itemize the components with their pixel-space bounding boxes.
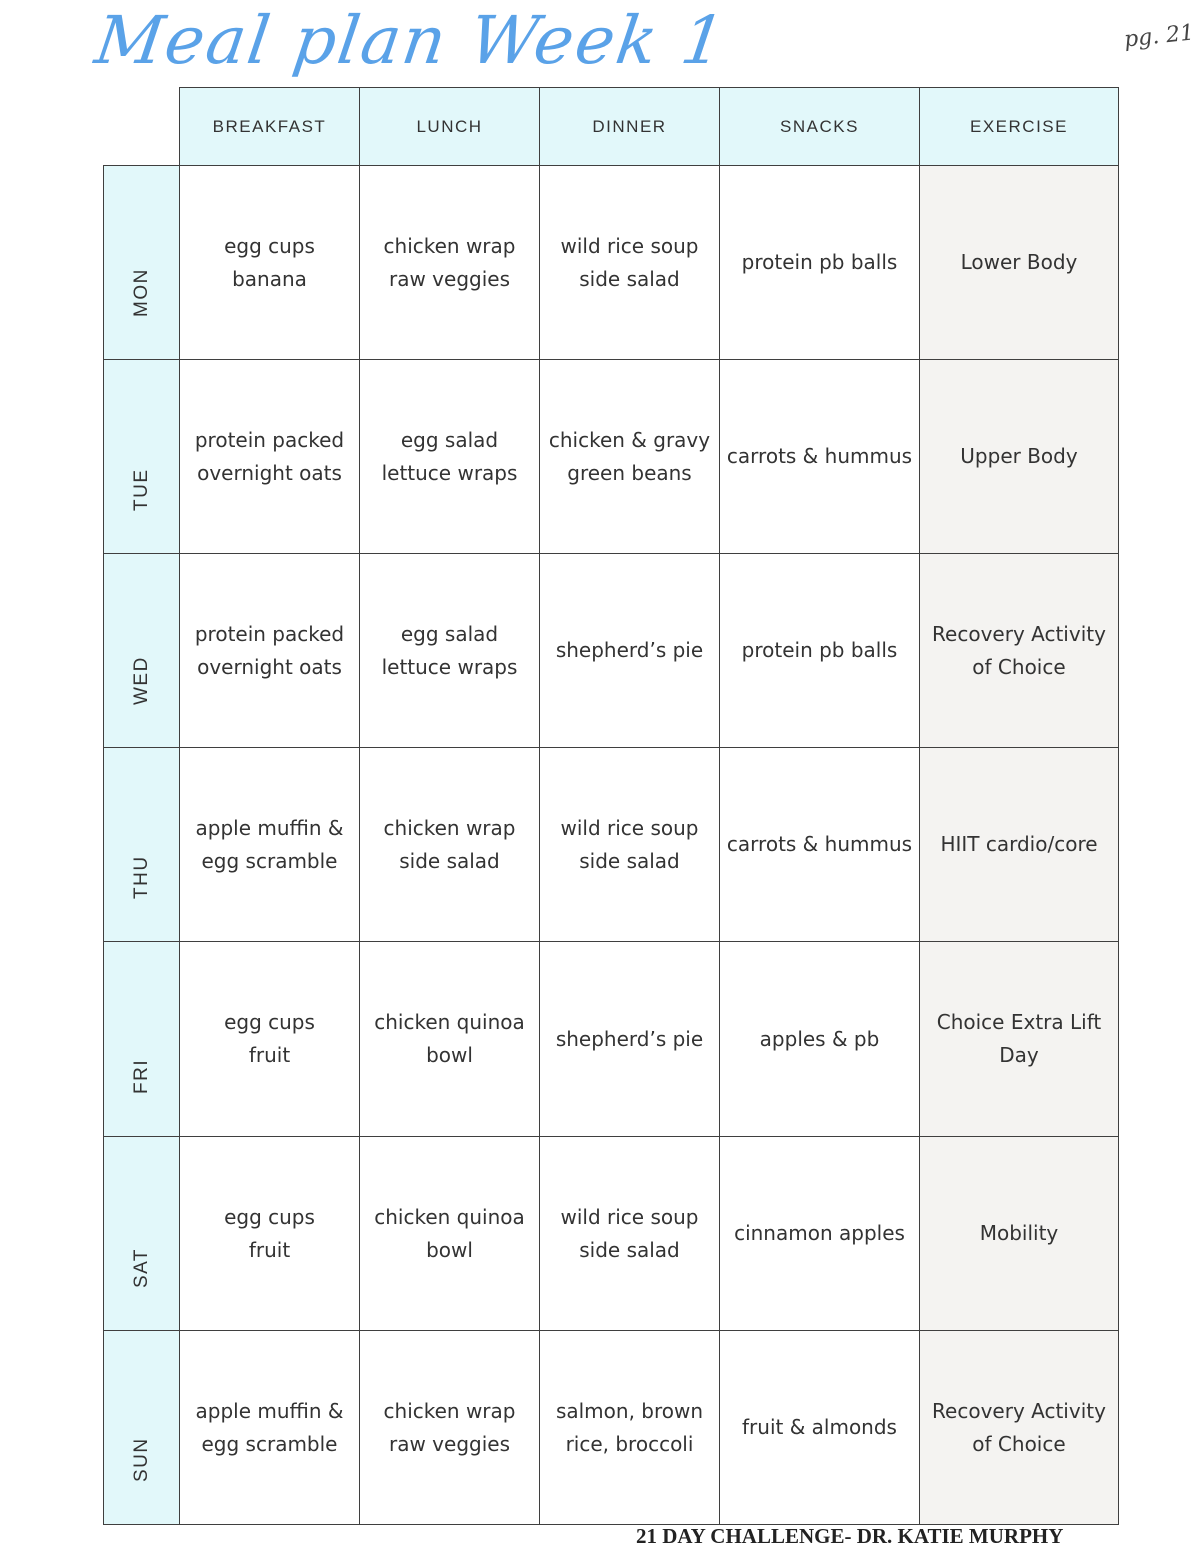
- cell-wed-dinner: shepherd’s pie: [539, 553, 720, 748]
- day-label-mon: [103, 165, 180, 360]
- cell-fri-dinner: shepherd’s pie: [539, 941, 720, 1137]
- cell-sun-lunch: chicken wrap raw veggies: [359, 1330, 540, 1525]
- day-label-sat: [103, 1136, 180, 1331]
- column-header-lunch: LUNCH: [359, 87, 540, 166]
- footer-credit: 21 DAY CHALLENGE- DR. KATIE MURPHY: [636, 1524, 1064, 1548]
- cell-mon-exercise: Lower Body: [919, 165, 1119, 360]
- cell-fri-exercise: Choice Extra Lift Day: [919, 941, 1119, 1137]
- cell-wed-snacks: protein pb balls: [719, 553, 920, 748]
- day-label-text: MON: [130, 268, 152, 317]
- day-label-text: THU: [130, 855, 152, 899]
- day-label-text: SAT: [130, 1247, 152, 1288]
- cell-fri-snacks: apples & pb: [719, 941, 920, 1137]
- day-label-tue: [103, 359, 180, 554]
- cell-wed-lunch: egg salad lettuce wraps: [359, 553, 540, 748]
- page-title: Meal plan Week 1: [90, 2, 732, 79]
- day-label-wed: [103, 553, 180, 748]
- column-header-snacks: SNACKS: [719, 87, 920, 166]
- day-label-text: WED: [130, 656, 152, 705]
- cell-tue-snacks: carrots & hummus: [719, 359, 920, 554]
- column-header-breakfast: BREAKFAST: [179, 87, 360, 166]
- cell-sun-breakfast: apple muffin & egg scramble: [179, 1330, 360, 1525]
- day-label-fri: [103, 941, 180, 1137]
- day-label-text: TUE: [130, 468, 152, 511]
- cell-mon-lunch: chicken wrap raw veggies: [359, 165, 540, 360]
- day-label-text: SUN: [130, 1437, 152, 1482]
- cell-mon-snacks: protein pb balls: [719, 165, 920, 360]
- page-number: pg. 21: [1122, 20, 1196, 53]
- cell-tue-breakfast: protein packed overnight oats: [179, 359, 360, 554]
- cell-thu-lunch: chicken wrap side salad: [359, 747, 540, 942]
- column-header-exercise: EXERCISE: [919, 87, 1119, 166]
- cell-sun-snacks: fruit & almonds: [719, 1330, 920, 1525]
- cell-sun-dinner: salmon, brown rice, broccoli: [539, 1330, 720, 1525]
- column-header-dinner: DINNER: [539, 87, 720, 166]
- cell-sat-exercise: Mobility: [919, 1136, 1119, 1331]
- cell-wed-exercise: Recovery Activity of Choice: [919, 553, 1119, 748]
- cell-sat-breakfast: egg cups fruit: [179, 1136, 360, 1331]
- day-label-text: FRI: [130, 1058, 152, 1094]
- cell-thu-breakfast: apple muffin & egg scramble: [179, 747, 360, 942]
- cell-tue-lunch: egg salad lettuce wraps: [359, 359, 540, 554]
- cell-wed-breakfast: protein packed overnight oats: [179, 553, 360, 748]
- cell-fri-lunch: chicken quinoa bowl: [359, 941, 540, 1137]
- cell-mon-breakfast: egg cups banana: [179, 165, 360, 360]
- cell-thu-dinner: wild rice soup side salad: [539, 747, 720, 942]
- cell-tue-dinner: chicken & gravy green beans: [539, 359, 720, 554]
- cell-tue-exercise: Upper Body: [919, 359, 1119, 554]
- cell-sat-snacks: cinnamon apples: [719, 1136, 920, 1331]
- cell-thu-snacks: carrots & hummus: [719, 747, 920, 942]
- day-label-thu: [103, 747, 180, 942]
- cell-fri-breakfast: egg cups fruit: [179, 941, 360, 1137]
- cell-thu-exercise: HIIT cardio/core: [919, 747, 1119, 942]
- cell-sat-lunch: chicken quinoa bowl: [359, 1136, 540, 1331]
- cell-sat-dinner: wild rice soup side salad: [539, 1136, 720, 1331]
- cell-sun-exercise: Recovery Activity of Choice: [919, 1330, 1119, 1525]
- day-label-sun: [103, 1330, 180, 1525]
- cell-mon-dinner: wild rice soup side salad: [539, 165, 720, 360]
